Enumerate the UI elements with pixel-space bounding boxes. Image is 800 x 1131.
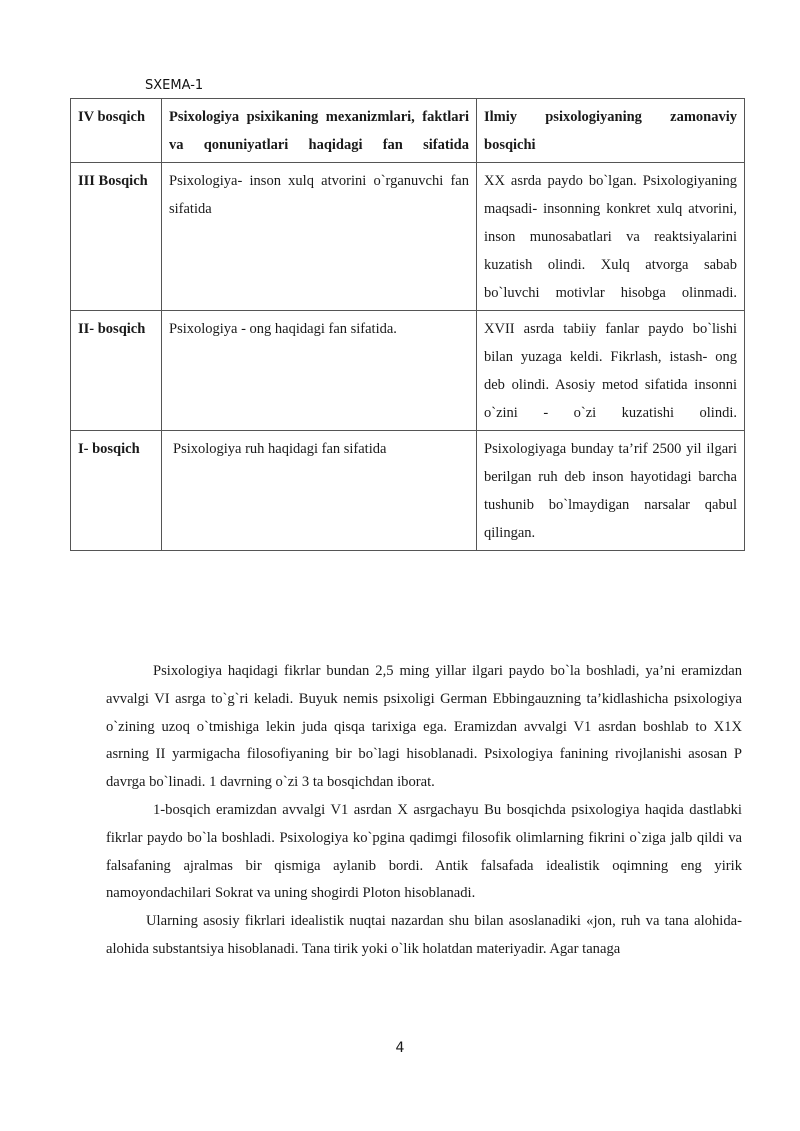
stage-cell: I- bosqich [71,431,162,551]
table-row [71,311,745,431]
stage-cell: IV bosqich [71,99,162,163]
description-cell: XVII asrda tabiiy fanlar paydo bo`lishi bilan yuzaga keldi. Fikrlash, istash- ong deb olindi. Asosiy metod sifatida insonni o`zini - o`zi kuzatishi olindi. [477,311,745,431]
title-cell: Psixologiya psixikaning mexanizmlari, faktlari va qonuniyatlari haqidagi fan sifatida [162,99,477,163]
schema-label: SXEMA-1 [145,78,204,93]
description-cell: XX asrda paydo bo`lgan. Psixologiyaning maqsadi- insonning konkret xulq atvorini, inson munosabatlari va reaktsiyalarini kuzatish olindi. Xulq atvorga sabab bo`luvchi motivlar hisobga olinmadi. [477,163,745,311]
description-cell: Ilmiy psixologiyaning zamonaviy bosqichi [477,99,745,163]
description-cell: Psixologiyaga bunday ta’rif 2500 yil ilgari berilgan ruh deb inson hayotidagi barcha tushunib bo`lmaydigan narsalar qabul qilingan. [477,431,745,551]
page-number: 4 [395,1040,405,1056]
stage-cell: III Bosqich [71,163,162,311]
paragraph: 1-bosqich eramizdan avvalgi V1 asrdan X asrgachayu Bu bosqichda psixologiya haqida dastlabki fikrlar paydo bo`la boshladi. Psixologiya ko`pgina qadimgi filosofik olimlarning fikrini o`ziga jalb qildi va falsafaning ajralmas bir qismiga aylanib bordi. Antik falsafada idealistik oqimning eng yirik namoyondachilari Sokrat va uning shogirdi Ploton hisoblanadi. [106,801,742,902]
table-row [71,163,745,311]
stages-table [70,98,745,551]
paragraph: Psixologiya haqidagi fikrlar bundan 2,5 ming yillar ilgari paydo bo`la boshladi, ya’ni eramizdan avvalgi VI asrga to`g`ri keladi. Buyuk nemis psixoligi German Ebbingauzning ta’kidlashicha psixologiya o`zining uzoq o`tmishiga lekin juda qisqa tarixiga ega. Eramizdan avvalgi V1 asrdan boshlab to X1X asrning II yarmigacha filosofiyaning bir bo`lagi hisoblanadi. Psixologiya fanining rivojlanishi asosan P davrga bo`linadi. 1 davrning o`zi 3 ta bosqichdan iborat. [106,663,742,791]
title-cell: Psixologiya - ong haqidagi fan sifatida. [162,311,477,431]
table-row [71,99,745,163]
table-row [71,431,745,551]
body-text [106,658,742,964]
title-cell: Psixologiya- inson xulq atvorini o`rganuvchi fan sifatida [162,163,477,311]
stage-cell: II- bosqich [71,311,162,431]
title-cell: Psixologiya ruh haqidagi fan sifatida [162,431,477,551]
paragraph: Ularning asosiy fikrlari idealistik nuqtai nazardan shu bilan asoslanadiki «jon, ruh va tana alohida-alohida substantsiya hisoblanadi. Tana tirik yoki o`lik holatdan materiyadir. Agar tanaga [106,913,742,957]
